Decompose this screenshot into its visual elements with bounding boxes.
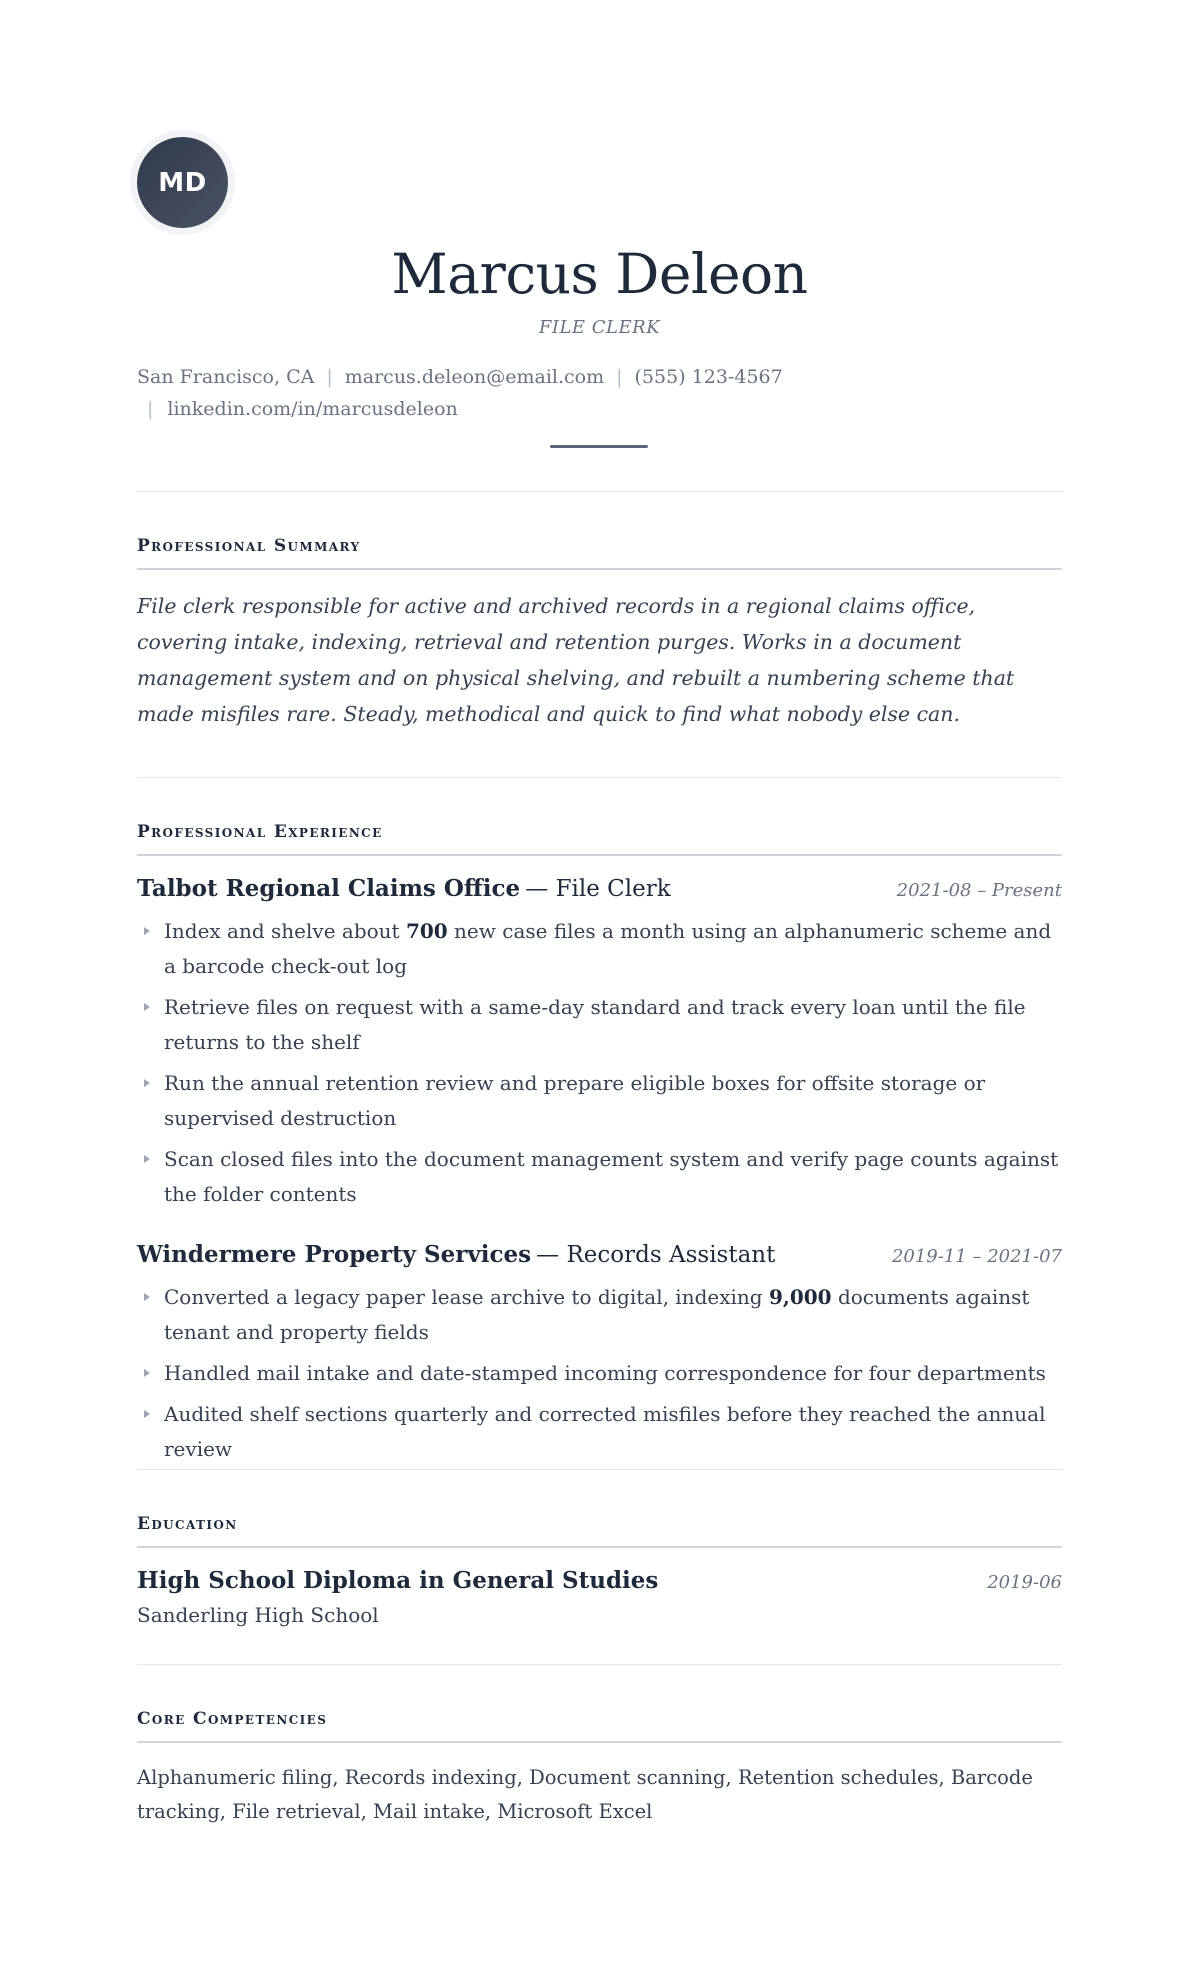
- avatar-initials: MD: [158, 167, 207, 198]
- list-item: Handled mail intake and date-stamped incoming correspondence for four departments: [137, 1356, 1062, 1391]
- candidate-name: Marcus Deleon: [391, 242, 808, 306]
- summary-heading: Professional Summary: [137, 536, 361, 556]
- triangle-bullet-icon: [144, 1410, 150, 1418]
- contact-location: San Francisco, CA: [137, 366, 315, 388]
- triangle-bullet-icon: [144, 1155, 150, 1163]
- education-school: Sanderling High School: [137, 1602, 379, 1627]
- list-item: Scan closed files into the document management system and verify page counts against the folder contents: [137, 1142, 1062, 1212]
- education-degree: High School Diploma in General Studies: [137, 1566, 659, 1594]
- job-entry: [137, 1238, 1062, 1467]
- section-divider: [137, 1469, 1062, 1470]
- job-header: [137, 872, 1062, 908]
- experience-section: [137, 777, 1062, 1473]
- education-header: [137, 1564, 1062, 1600]
- heading-underline: [137, 1546, 1062, 1548]
- contact-separator: |: [326, 366, 333, 388]
- heading-underline: [137, 1741, 1062, 1743]
- triangle-bullet-icon: [144, 1369, 150, 1377]
- summary-text: File clerk responsible for active and archived records in a regional claims office, covering intake, indexing, retrieval and retention purges. Works in a document management system and on physical shelving, and rebuilt a numbering scheme that made misfiles rare. Steady, methodical and quick to find what nobody else can.: [137, 593, 1015, 726]
- contact-separator: |: [147, 398, 154, 420]
- job-bullets: [137, 914, 1062, 1212]
- job-organization: Talbot Regional Claims Office: [137, 874, 521, 902]
- contact-linkedin[interactable]: linkedin.com/in/marcusdeleon: [167, 398, 458, 420]
- education-section: [137, 1469, 1062, 1630]
- header-accent-bar: [550, 445, 648, 448]
- avatar: [137, 137, 228, 228]
- experience-heading: Professional Experience: [137, 822, 383, 842]
- skills-heading: Core Competencies: [137, 1709, 328, 1729]
- contact-info: [137, 361, 1062, 425]
- skills-text: Alphanumeric filing, Records indexing, Document scanning, Retention schedules, Barcode tracking, File retrieval, Mail intake, Microsoft Excel: [137, 1765, 1033, 1823]
- job-organization: Windermere Property Services: [137, 1240, 532, 1268]
- triangle-bullet-icon: [144, 1003, 150, 1011]
- education-date: 2019-06: [987, 1571, 1062, 1593]
- job-role: File Clerk: [555, 875, 671, 902]
- list-item: Retrieve files on request with a same-day standard and track every loan until the file returns to the shelf: [137, 990, 1062, 1060]
- section-divider: [137, 1664, 1062, 1665]
- section-divider: [137, 777, 1062, 778]
- contact-separator: |: [616, 366, 623, 388]
- job-dates: 2019-11 – 2021-07: [891, 1245, 1062, 1267]
- job-dash: —: [536, 1241, 560, 1268]
- job-entry: [137, 872, 1062, 1212]
- job-bullets: [137, 1280, 1062, 1467]
- heading-underline: [137, 854, 1062, 856]
- contact-phone[interactable]: (555) 123-4567: [634, 366, 783, 388]
- list-item: Index and shelve about 700 new case files a month using an alphanumeric scheme and a barcode check-out log: [137, 914, 1062, 984]
- job-title: FILE CLERK: [538, 317, 661, 338]
- list-item: Converted a legacy paper lease archive to digital, indexing 9,000 documents against tenant and property fields: [137, 1280, 1062, 1350]
- list-item: Audited shelf sections quarterly and corrected misfiles before they reached the annual review: [137, 1397, 1062, 1467]
- job-dates: 2021-08 – Present: [896, 879, 1062, 901]
- triangle-bullet-icon: [144, 927, 150, 935]
- skills-section: [137, 1664, 1062, 1829]
- section-divider: [137, 491, 1062, 492]
- job-dash: —: [525, 875, 549, 902]
- triangle-bullet-icon: [144, 1079, 150, 1087]
- list-item: Run the annual retention review and prepare eligible boxes for offsite storage or supervised destruction: [137, 1066, 1062, 1136]
- education-heading: Education: [137, 1514, 238, 1534]
- triangle-bullet-icon: [144, 1293, 150, 1301]
- heading-underline: [137, 568, 1062, 570]
- contact-email[interactable]: marcus.deleon@email.com: [344, 366, 605, 388]
- job-role: Records Assistant: [566, 1241, 776, 1268]
- summary-section: [137, 491, 1062, 732]
- job-header: [137, 1238, 1062, 1274]
